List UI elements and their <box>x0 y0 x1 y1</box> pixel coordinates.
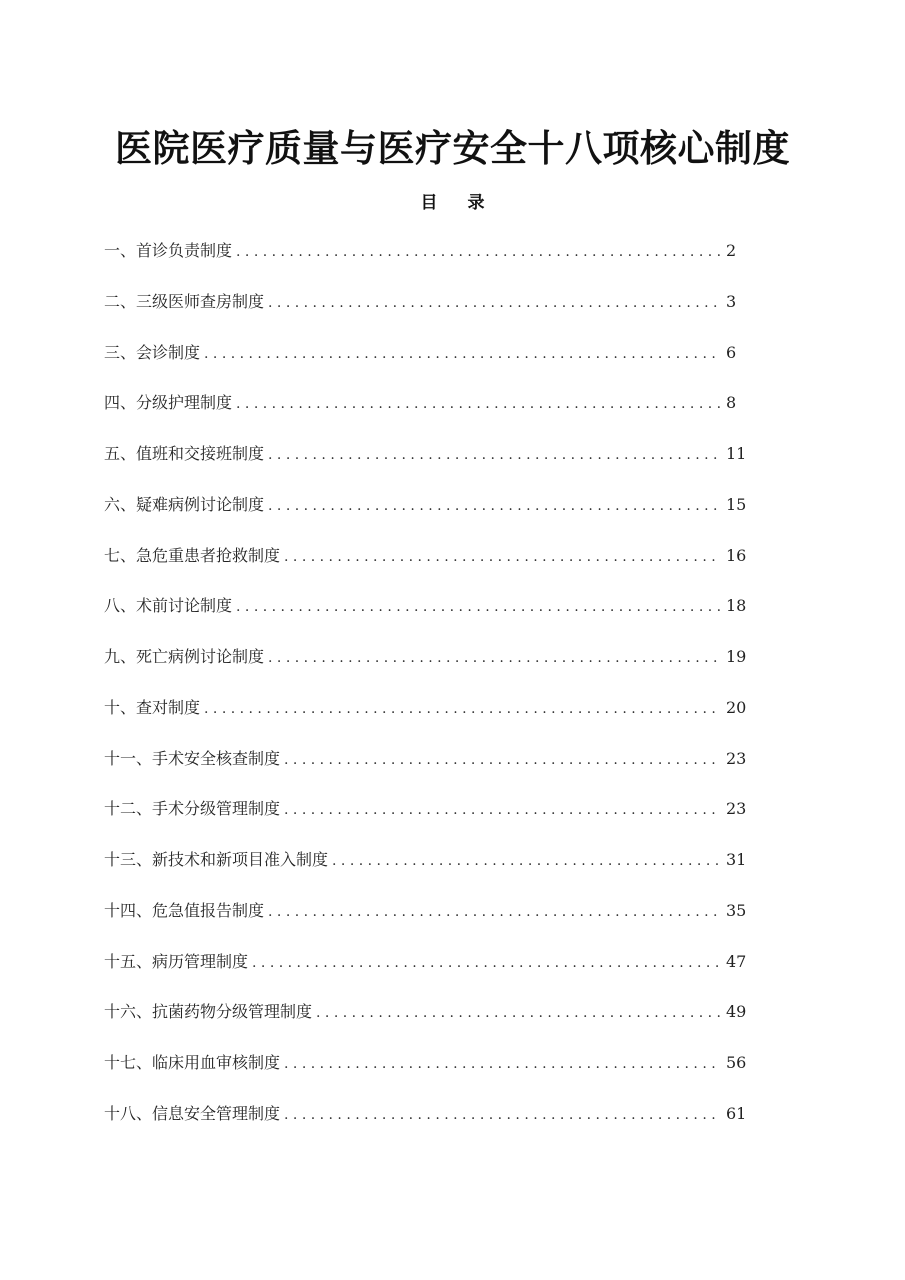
toc-entry-label: 十一、手术安全核查制度 <box>104 748 281 768</box>
toc-entry-label: 七、急危重患者抢救制度 <box>104 545 281 565</box>
toc-page-number: 35 <box>726 900 747 920</box>
toc-dot-leader <box>236 237 720 267</box>
toc-dot-leader <box>268 440 720 470</box>
toc-dot-leader <box>316 998 720 1028</box>
toc-entry-label: 九、死亡病例讨论制度 <box>104 647 265 666</box>
toc-page-number: 49 <box>726 1002 747 1022</box>
toc-entry[interactable] <box>104 439 747 490</box>
toc-dot-leader <box>204 694 720 724</box>
toc-entry[interactable] <box>104 744 747 795</box>
toc-dot-leader <box>252 948 720 978</box>
toc-dot-leader <box>284 1049 720 1079</box>
toc-page-number: 2 <box>726 241 737 260</box>
toc-heading: 目 录 <box>420 193 497 213</box>
toc-entry-label: 十八、信息安全管理制度 <box>104 1103 281 1123</box>
toc-entry[interactable] <box>104 642 747 693</box>
toc-entry[interactable] <box>104 490 747 541</box>
toc-entry[interactable] <box>104 896 747 947</box>
toc-entry-label: 十二、手术分级管理制度 <box>104 799 281 819</box>
toc-dot-leader <box>268 643 720 673</box>
toc-dot-leader <box>284 745 720 775</box>
toc-entry-label: 四、分级护理制度 <box>104 393 233 413</box>
toc-page-number: 61 <box>726 1103 747 1123</box>
toc-entry[interactable] <box>104 236 736 287</box>
toc-entry[interactable] <box>104 287 736 338</box>
toc-entry[interactable] <box>104 591 747 642</box>
toc-page-number: 18 <box>726 596 747 616</box>
toc-entry-label: 五、值班和交接班制度 <box>104 444 265 463</box>
toc-dot-leader <box>284 1100 720 1130</box>
toc-entry-label: 十、查对制度 <box>104 697 201 717</box>
toc-entry[interactable] <box>104 541 747 592</box>
toc-page-number: 47 <box>726 951 747 971</box>
toc-entry-label: 十六、抗菌药物分级管理制度 <box>104 1002 313 1022</box>
toc-page-number: 23 <box>726 748 747 768</box>
toc-entry-label: 十七、临床用血审核制度 <box>104 1053 281 1072</box>
toc-entry-label: 十三、新技术和新项目准入制度 <box>104 850 329 869</box>
toc-dot-leader <box>268 897 720 927</box>
toc-entry[interactable] <box>104 794 747 845</box>
toc-entry-label: 十五、病历管理制度 <box>104 951 249 971</box>
toc-page-number: 3 <box>726 291 737 311</box>
toc-page-number: 15 <box>726 494 747 514</box>
toc-dot-leader <box>236 592 720 622</box>
toc-entry[interactable] <box>104 997 747 1048</box>
toc-page-number: 56 <box>726 1053 747 1072</box>
toc-page-number: 31 <box>726 850 747 869</box>
toc-entry[interactable] <box>104 388 736 439</box>
toc-dot-leader <box>268 491 720 521</box>
toc-entry[interactable] <box>104 1048 747 1099</box>
toc-dot-leader <box>204 339 720 369</box>
toc-page-number: 11 <box>726 444 747 463</box>
toc-page-number: 23 <box>726 799 747 819</box>
toc-page-number: 20 <box>726 697 747 717</box>
toc-entry-label: 六、疑难病例讨论制度 <box>104 494 265 514</box>
toc-page-number: 19 <box>726 647 747 666</box>
document-title: 医院医疗质量与医疗安全十八项核心制度 <box>115 127 790 170</box>
toc-page-number: 8 <box>726 393 737 413</box>
toc-dot-leader <box>284 795 720 825</box>
toc-entry-label: 二、三级医师查房制度 <box>104 291 265 311</box>
toc-dot-leader <box>236 389 720 419</box>
toc-entry[interactable] <box>104 693 747 744</box>
toc-dot-leader <box>268 288 720 318</box>
toc-entry-label: 八、术前讨论制度 <box>104 596 233 616</box>
toc-entry-label: 三、会诊制度 <box>104 342 201 362</box>
toc-dot-leader <box>284 542 720 572</box>
toc-entry[interactable] <box>104 845 747 896</box>
toc-dot-leader <box>332 846 720 876</box>
toc-entry[interactable] <box>104 1099 747 1150</box>
toc-page-number: 6 <box>726 342 737 362</box>
toc-entry[interactable] <box>104 338 736 389</box>
table-of-contents <box>104 236 747 1150</box>
toc-entry-label: 一、首诊负责制度 <box>104 241 233 260</box>
toc-page-number: 16 <box>726 545 747 565</box>
toc-entry-label: 十四、危急值报告制度 <box>104 900 265 920</box>
toc-entry[interactable] <box>104 947 747 998</box>
